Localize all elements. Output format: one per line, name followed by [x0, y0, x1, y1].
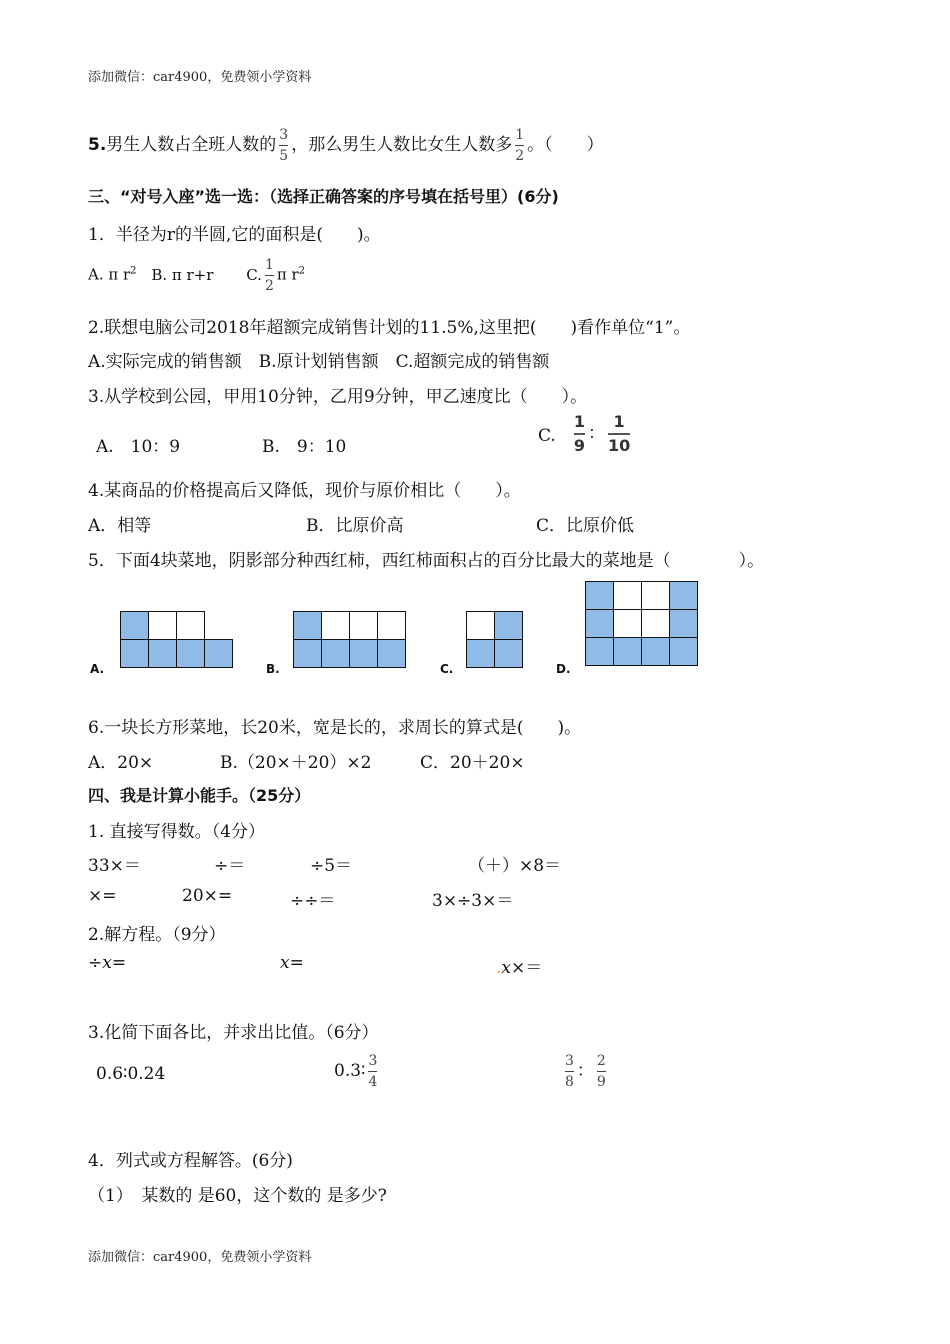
choice-question-6-option-b: B.（20×＋20）×2 [220, 753, 372, 773]
choice-question-3-option-a: A. 10：9 [96, 437, 181, 457]
choice-question-2-options: A.实际完成的销售额 B.原计划销售额 C.超额完成的销售额 [88, 352, 550, 372]
calc-item: ÷5＝ [310, 856, 353, 876]
choice-question-4-option-a: A．相等 [88, 516, 152, 536]
calc-item: （＋）×8＝ [468, 856, 562, 876]
calc-question-4: 4．列式或方程解答。(6分) [88, 1151, 293, 1171]
calc-question-2: 2.解方程。（9分） [88, 925, 226, 945]
fraction: $\frac{1}{2}$ [515, 127, 525, 164]
choice-question-3-option-b: B. 9：10 [262, 437, 347, 457]
fraction: $\frac{1}{2}$ [264, 257, 274, 294]
choice-question-4-option-b: B．比原价高 [306, 516, 404, 536]
answer-bracket: 。（ ） [527, 135, 604, 155]
option-a: A. π r [88, 265, 131, 284]
ratio-3: $\frac{3}{8}$ ： $\frac{2}{9}$ [565, 1053, 606, 1090]
fraction: $\frac{1}{10}$ [607, 412, 631, 455]
equation-1: ÷x= [88, 953, 127, 973]
fraction: $\frac{3}{4}$ [368, 1053, 378, 1090]
choice-question-4: 4.某商品的价格提高后又降低，现价与原价相比（ ）。 [88, 481, 521, 501]
header-watermark: 添加微信：car4900，免费领小学资料 [88, 70, 312, 85]
fraction: $\frac{1}{9}$ [573, 412, 585, 455]
ratio-2: 0.3∶ $\frac{3}{4}$ [334, 1053, 378, 1090]
question-text: ，那么男生人数比女生人数多 [291, 135, 513, 155]
calc-question-1: 1. 直接写得数。（4分） [88, 822, 265, 842]
choice-question-6-option-a: A．20× [88, 753, 154, 773]
calc-item: ÷÷＝ [290, 891, 336, 911]
question-text: 男生人数占全班人数的 [106, 135, 277, 155]
calc-item: 20×= [182, 886, 233, 906]
calc-item: ÷＝ [214, 856, 246, 876]
section-4-title: 四、我是计算小能手。（25分） [88, 786, 311, 805]
choice-question-6: 6.一块长方形菜地，长20米，宽是长的，求周长的算式是( )。 [88, 718, 582, 738]
fraction: $\frac{2}{9}$ [596, 1053, 606, 1090]
choice-question-5: 5．下面4块菜地，阴影部分种西红柿，西红柿面积占的百分比最大的菜地是（ ）。 [88, 551, 765, 571]
ratio-1: 0.6∶0.24 [96, 1064, 166, 1084]
calc-item: 3×÷3×＝ [432, 891, 514, 911]
footer-watermark: 添加微信：car4900，免费领小学资料 [88, 1250, 312, 1265]
choice-question-6-option-c: C．20＋20× [420, 753, 525, 773]
option-b: B. π r+r [151, 265, 214, 284]
word-problem-1: （1） 某数的 是60，这个数的 是多少? [88, 1186, 387, 1206]
question-number: 5. [88, 135, 107, 155]
choice-question-1-options: A. π $r^2$ B. π r+r C. $\frac{1}{2}$ π $r^2$ [88, 257, 306, 294]
choice-question-4-option-c: C．比原价低 [536, 516, 635, 536]
calc-item: 33×＝ [88, 856, 141, 876]
judge-question-5 [88, 128, 604, 163]
calc-item: ×= [88, 886, 117, 906]
choice-question-3: 3.从学校到公园，甲用10分钟，乙用9分钟，甲乙速度比（ ）。 [88, 387, 588, 407]
choice-question-2: 2.联想电脑公司2018年超额完成销售计划的11.5%,这里把( )看作单位“1”。 [88, 318, 691, 338]
fraction: $\frac{3}{8}$ [565, 1053, 574, 1090]
fraction: $\frac{3}{5}$ [279, 127, 289, 164]
choice-question-3-option-c: C. $\frac{1}{9}$ ： $\frac{1}{10}$ [538, 412, 631, 455]
equation-3: .x×＝ [496, 958, 543, 978]
choice-question-1: 1．半径为r的半圆,它的面积是( )。 [88, 225, 381, 245]
section-3-title: 三、“对号入座”选一选：（选择正确答案的序号填在括号里）(6分) [88, 187, 559, 206]
equation-2: x= [280, 953, 304, 973]
option-c: C. [246, 265, 262, 284]
calc-question-3: 3.化简下面各比，并求出比值。（6分） [88, 1023, 379, 1043]
